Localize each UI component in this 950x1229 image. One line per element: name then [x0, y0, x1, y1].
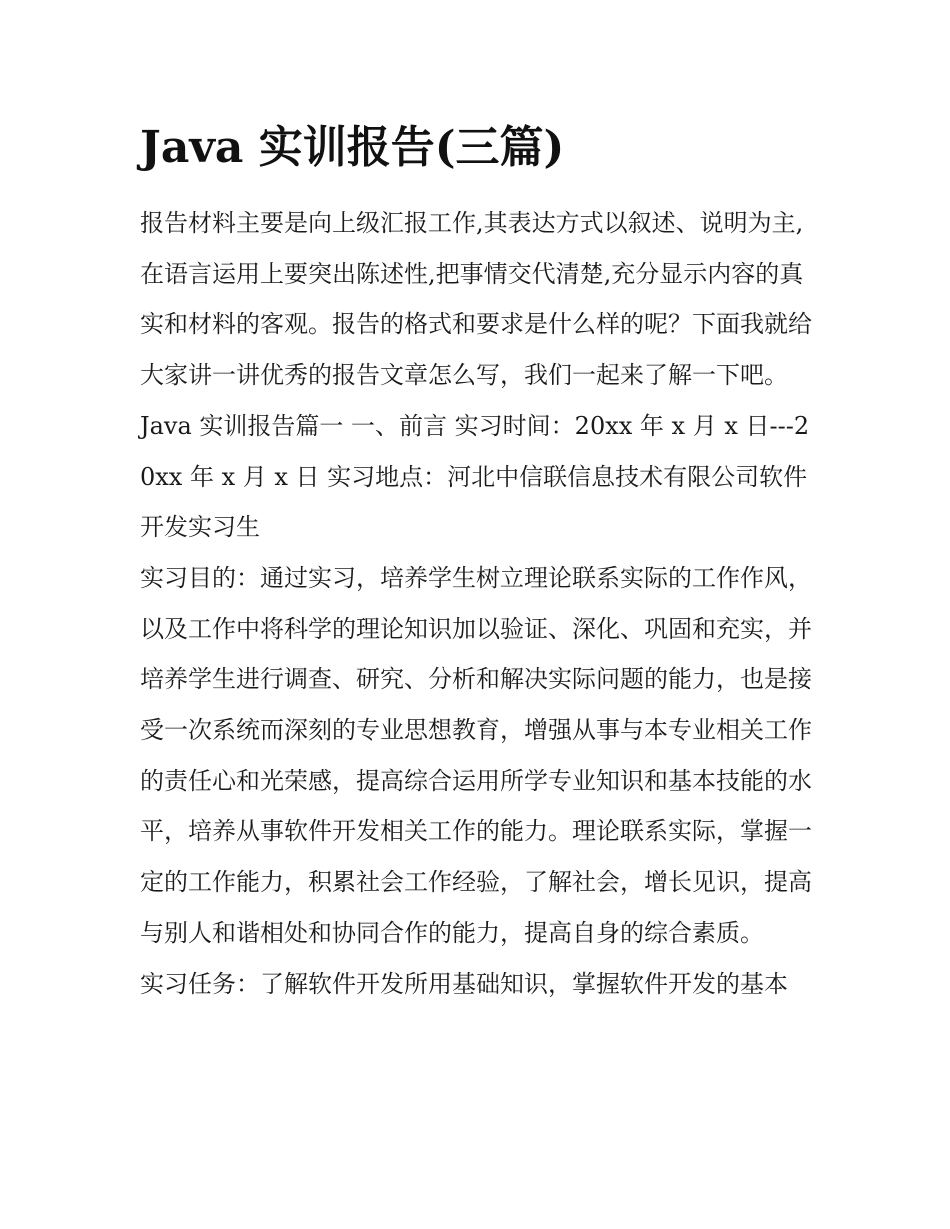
intro-paragraph: 报告材料主要是向上级汇报工作,其表达方式以叙述、说明为主,在语言运用上要突出陈述性,把事情交代清楚,充分显示内容的真实和材料的客观。报告的格式和要求是什么样的呢？下面我就给大家讲一讲优秀的报告文章怎么写，我们一起来了解一下吧。: [140, 209, 812, 390]
preface-paragraph: Java 实训报告篇一 一、前言 实习时间：20xx 年 x 月 x 日---20xx 年 x 月 x 日 实习地点：河北中信联信息技术有限公司软件开发实习生: [140, 411, 810, 542]
purpose-paragraph: 实习目的：通过实习，培养学生树立理论联系实际的工作作风，以及工作中将科学的理论知识加以验证、深化、巩固和充实，并培养学生进行调查、研究、分析和解决实际问题的能力，也是接受一次系统而深刻的专业思想教育，增强从事与本专业相关工作的责任心和光荣感，提高综合运用所学专业知识和基本技能的水平，培养从事软件开发相关工作的能力。理论联系实际，掌握一定的工作能力，积累社会工作经验，了解社会，增长见识，提高与别人和谐相处和协同合作的能力，提高自身的综合素质。: [140, 563, 812, 947]
task-paragraph: 实习任务：了解软件开发所用基础知识，掌握软件开发的基本: [140, 969, 788, 998]
document-body: [140, 198, 812, 1009]
document-title: Java 实训报告(三篇): [140, 122, 565, 173]
